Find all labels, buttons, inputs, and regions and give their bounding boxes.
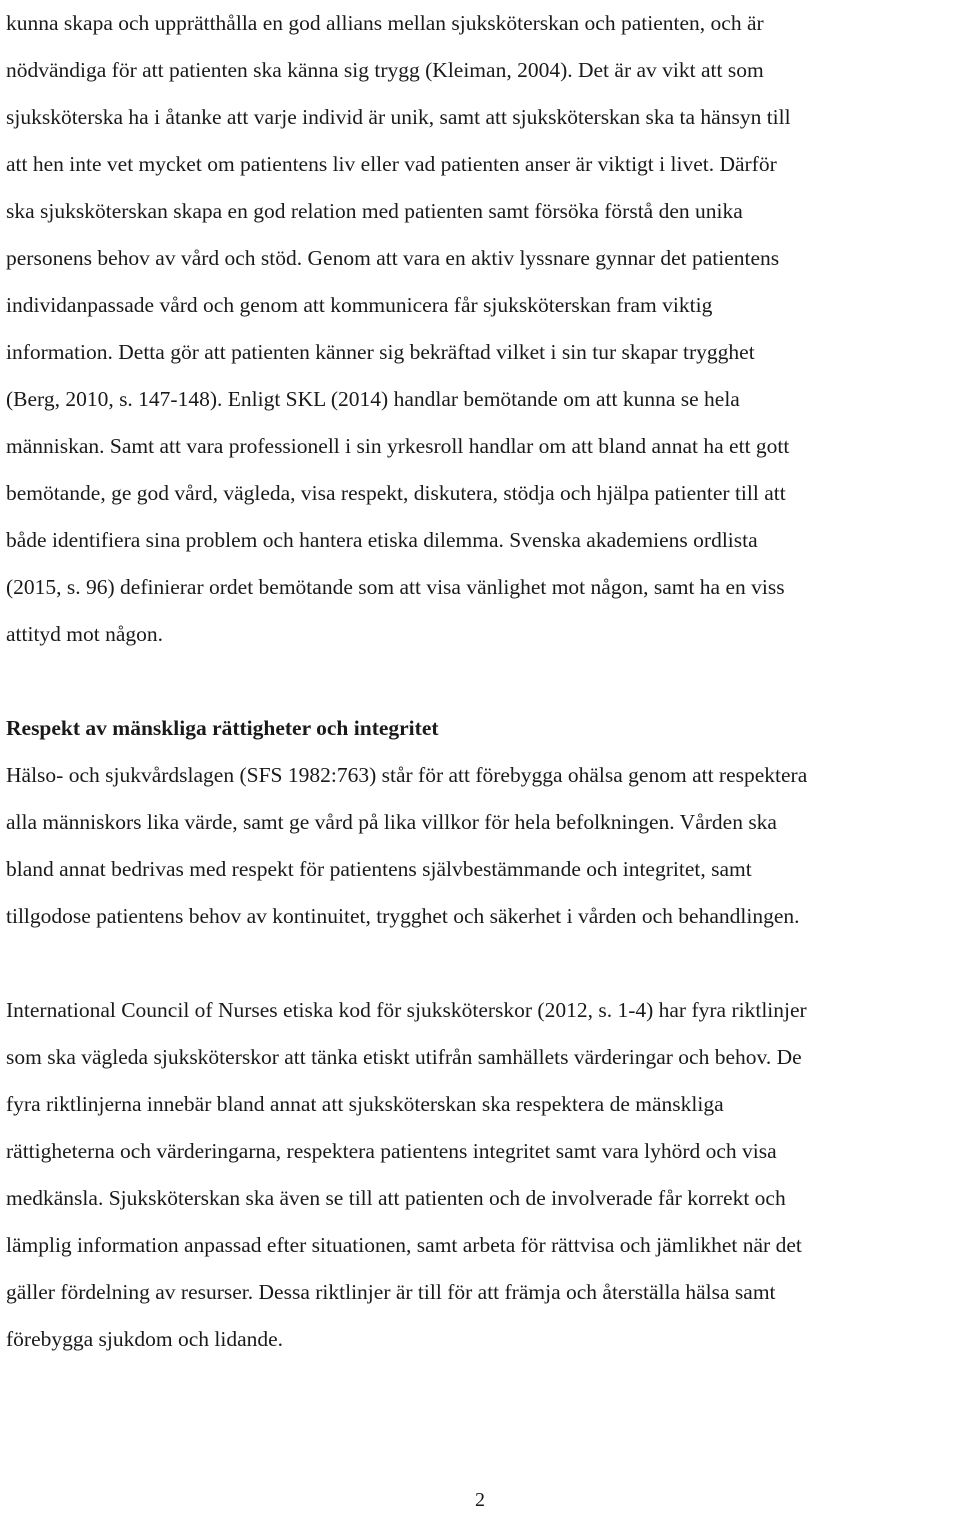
- text-line: Hälso- och sjukvårdslagen (SFS 1982:763) står för att förebygga ohälsa genom att respektera: [6, 763, 808, 787]
- text-line: (Berg, 2010, s. 147-148). Enligt SKL (2014) handlar bemötande om att kunna se hela: [6, 387, 740, 411]
- text-line: International Council of Nurses etiska kod för sjuksköterskor (2012, s. 1-4) har fyra riktlinjer: [6, 998, 807, 1022]
- section-heading: Respekt av mänskliga rättigheter och integritet: [6, 716, 439, 740]
- paragraph-spacer: [6, 658, 958, 705]
- text-line: individanpassade vård och genom att kommunicera får sjuksköterskan fram viktig: [6, 293, 713, 317]
- text-line: människan. Samt att vara professionell i sin yrkesroll handlar om att bland annat ha ett gott: [6, 434, 790, 458]
- text-line: fyra riktlinjerna innebär bland annat att sjuksköterskan ska respektera de mänskliga: [6, 1092, 724, 1116]
- text-line: gäller fördelning av resurser. Dessa riktlinjer är till för att främja och återställa hälsa samt: [6, 1280, 776, 1304]
- text-line: tillgodose patientens behov av kontinuitet, trygghet och säkerhet i vården och behandlingen.: [6, 904, 800, 928]
- paragraph-spacer: [6, 940, 958, 987]
- text-line: information. Detta gör att patienten känner sig bekräftad vilket i sin tur skapar trygghet: [6, 340, 755, 364]
- paragraph-bemotande: [6, 0, 958, 658]
- text-line: sjuksköterska ha i åtanke att varje individ är unik, samt att sjuksköterskan ska ta hänsyn till: [6, 105, 791, 129]
- text-line: personens behov av vård och stöd. Genom att vara en aktiv lyssnare gynnar det patientens: [6, 246, 780, 270]
- page-number: 2: [475, 1489, 485, 1511]
- text-line: kunna skapa och upprätthålla en god allians mellan sjuksköterskan och patienten, och är: [6, 11, 764, 35]
- text-line: attityd mot någon.: [6, 622, 164, 646]
- paragraph-icn: [6, 987, 958, 1363]
- text-line: förebygga sjukdom och lidande.: [6, 1327, 284, 1351]
- text-line: bemötande, ge god vård, vägleda, visa respekt, diskutera, stödja och hjälpa patienter till att: [6, 481, 786, 505]
- text-line: lämplig information anpassad efter situationen, samt arbeta för rättvisa och jämlikhet när det: [6, 1233, 802, 1257]
- text-line: alla människors lika värde, samt ge vård på lika villkor för hela befolkningen. Vården ska: [6, 810, 777, 834]
- text-line: att hen inte vet mycket om patientens liv eller vad patienten anser är viktigt i livet. Därför: [6, 152, 777, 176]
- text-line: rättigheterna och värderingarna, respektera patientens integritet samt vara lyhörd och visa: [6, 1139, 777, 1163]
- document-page: [6, 0, 958, 1363]
- text-line: medkänsla. Sjuksköterskan ska även se till att patienten och de involverade får korrekt och: [6, 1186, 786, 1210]
- text-line: både identifiera sina problem och hantera etiska dilemma. Svenska akademiens ordlista: [6, 528, 758, 552]
- text-line: nödvändiga för att patienten ska känna sig trygg (Kleiman, 2004). Det är av vikt att som: [6, 58, 764, 82]
- text-line: ska sjuksköterskan skapa en god relation med patienten samt försöka förstå den unika: [6, 199, 743, 223]
- text-line: (2015, s. 96) definierar ordet bemötande som att visa vänlighet mot någon, samt ha en viss: [6, 575, 785, 599]
- document-body: [6, 0, 958, 1363]
- text-line: bland annat bedrivas med respekt för patientens självbestämmande och integritet, samt: [6, 857, 752, 881]
- section-respekt: [6, 705, 958, 940]
- text-line: som ska vägleda sjuksköterskor att tänka etiskt utifrån samhällets värderingar och behov. De: [6, 1045, 802, 1069]
